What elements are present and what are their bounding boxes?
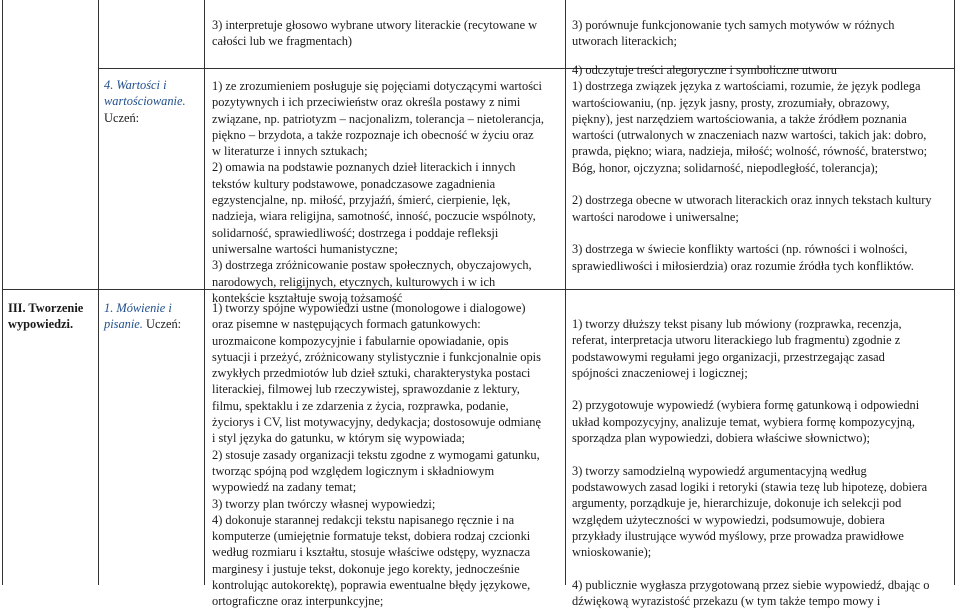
table-border-col1 [98, 0, 99, 585]
text-line: 2) stosuje zasady organizacji tekstu zgodne z wymogami gatunku, [212, 447, 540, 462]
text-line: według rozmiaru i kształtu, stosuje właściwe odstępy, wyznacza [212, 545, 531, 560]
text-line: i styl języka do gatunku, w którym się wypowiada; [212, 431, 465, 446]
text-line: życiorys i CV, list motywacyjny, dedykacja; dostosowuje odmianę [212, 415, 541, 430]
text-line [572, 176, 932, 192]
text-line: urozmaicone kompozycyjnie i fabularnie opowiadanie, opis [212, 333, 509, 348]
text-line: wartości (utrwalonych w znaczeniach nazw wartości, takich jak: dobro, [572, 128, 927, 143]
text-line: ortograficzne oraz interpunkcyjne; [212, 594, 384, 609]
section-heading: III. Tworzenie [8, 301, 84, 315]
text-line: przykłady ilustrujące wywód myślowy, prze prowadza prawidłowe [572, 528, 904, 543]
row3-col3-cell [212, 300, 541, 610]
row2-col2-cell [104, 77, 186, 126]
text-line: uniwersalne wartości humanistyczne; [212, 241, 398, 256]
text-line: 3) interpretuje głosowo wybrane utwory literackie (recytowane w [212, 18, 538, 32]
text-line: względem użyteczności w wypowiedzi, podsumowuje, dobiera [572, 512, 885, 527]
text-line: zwykłych przedmiotów lub dzieł sztuki, charakterystyka postaci [212, 366, 531, 381]
text-line: nadzieja, wiara religijna, samotność, inność, poczucie wspólnoty, [212, 209, 536, 224]
section-heading: wypowiedzi. [8, 317, 74, 332]
text-line: literackiej, filmowej lub rzeczywistej, sprawozdanie z lektury, [212, 382, 520, 397]
text-line: sporządza plan wypowiedzi, dobiera właściwe słownictwo); [572, 431, 870, 446]
text-line: kontrolując autokorektę), poprawia ewentualne błędy językowe, [212, 578, 531, 593]
table-border-right [954, 0, 955, 585]
text-line: podstawowymi regułami jego organizacji, przestrzegając zasad [572, 349, 885, 364]
text-line: piękno – brzydota, a także rozpoznaje ich obecność w życiu oraz [212, 127, 534, 142]
text-line: 3) tworzy samodzielną wypowiedź argumentacyjną według [572, 463, 867, 478]
text-line: pozytywnych i ich przeciwieństw oraz określa postawy z nimi [212, 95, 521, 110]
section-title: pisanie. [104, 317, 143, 332]
row1-col4-cell [572, 17, 894, 50]
text-line: wartościowaniu, (np. język jasny, prosty, zrozumiały, obrazowy, [572, 95, 890, 110]
text-line: prawda, piękno; wiara, nadzieja, miłość; wolność, równość, braterstwo; [572, 144, 928, 159]
section-suffix: Uczeń: [104, 110, 140, 125]
text-line: oraz pisemne w następujących formach gatunkowych: [212, 317, 481, 332]
text-line: marginesy i justuje tekst, dokonuje jego korekty, jednocześnie [212, 561, 520, 576]
section-title: 4. Wartości i [104, 78, 167, 92]
text-line: 3) dostrzega w świecie konflikty wartości (np. równości i wolności, [572, 242, 908, 257]
text-line: 1) tworzy spójne wypowiedzi ustne (monologowe i dialogowe) [212, 301, 526, 315]
table-border-col3 [565, 0, 566, 585]
row2-col4-cell [572, 62, 932, 274]
row1-col3-cell [212, 17, 537, 50]
text-line: solidarność, sprawiedliwość; dostrzega i poddaje refleksji [212, 225, 499, 240]
text-line: 1) tworzy dłuższy tekst pisany lub mówiony (rozprawka, recenzja, [572, 317, 902, 331]
text-line: sprawiedliwości i miłosierdzia) oraz rozumie źródła tych konfliktów. [572, 258, 914, 273]
text-line: spójności znaczeniowej i logicznej; [572, 365, 748, 380]
text-line: 1) dostrzega związek języka z wartościami, rozumie, że język podlega [572, 79, 921, 94]
row3-col1-cell [8, 300, 83, 333]
text-line: referat, interpretacja utworu literackiego lub fragmentu) zgodnie z [572, 333, 901, 348]
text-line: tekstów kultury podstawowe, ponadczasowe zagadnienia [212, 176, 496, 191]
text-line: związane, np. patriotyzm – nacjonalizm, tolerancja – nietolerancja, [212, 111, 544, 126]
text-line: utworach literackich; [572, 34, 677, 49]
text-line [572, 446, 929, 462]
text-line [572, 225, 932, 241]
text-line: filmu, spektaklu i ze zdarzenia z życia, rozprawka, podanie, [212, 398, 509, 413]
text-line: wypowiedź na zadany temat; [212, 480, 357, 495]
text-line: 4) odczytuje treści alegoryczne i symboliczne utworu [572, 63, 837, 77]
text-line: Bóg, honor, ojczyzna; solidarność, niepodległość, tolerancja); [572, 160, 879, 175]
text-line: całości lub we fragmentach) [212, 34, 353, 49]
text-line: wnioskowanie); [572, 545, 652, 560]
section-title: wartościowanie. [104, 94, 186, 109]
text-line: sytuacji i przeżyć, zróżnicowany stylistycznie i funkcjonalnie opis [212, 349, 541, 364]
text-line: dźwiękową wyrazistość przekazu (w tym także tempo mowy i [572, 594, 881, 609]
text-line: kontekście kształtuje swoją tożsamość [212, 290, 403, 305]
text-line: 2) omawia na podstawie poznanych dzieł literackich i innych [212, 160, 516, 175]
text-line: narodowych, religijnych, etycznych, kulturowych i w ich [212, 274, 496, 289]
text-line: 4) dokonuje starannej redakcji tekstu napisanego ręcznie i na [212, 512, 515, 527]
text-line [572, 560, 929, 576]
text-line: 1) ze zrozumieniem posługuje się pojęciami dotyczącymi wartości [212, 79, 542, 93]
text-line: argumenty, porządkuje je, hierarchizuje, dokonuje ich selekcji pod [572, 496, 902, 511]
text-line: 2) dostrzega obecne w utworach literackich oraz innych tekstach kultury [572, 193, 932, 208]
text-line: podstawowych zasad logiki i retoryki (stawia tezę lub hipotezę, dobiera [572, 479, 928, 494]
table-border-left [2, 0, 3, 585]
section-title: 1. Mówienie i [104, 301, 172, 315]
text-line: 3) tworzy plan twórczy własnej wypowiedzi; [212, 496, 436, 511]
text-line: egzystencjalne, np. miłość, przyjaźń, śmierć, cierpienie, lęk, [212, 193, 511, 208]
text-line: tworząc spójną pod względem logicznym i składniowym [212, 463, 495, 478]
row3-col4-cell [572, 316, 929, 609]
row2-col3-cell [212, 78, 544, 306]
section-suffix: Uczeń: [146, 317, 182, 332]
text-line: piękny), jest narzędziem wartościowania, a także źródłem poznania [572, 111, 907, 126]
text-line: 3) porównuje funkcjonowanie tych samych motywów w różnych [572, 18, 895, 32]
text-line: w literaturze i innych sztukach; [212, 144, 368, 159]
text-line: 3) dostrzega zróżnicowanie postaw społecznych, obyczajowych, [212, 258, 532, 273]
text-line: 4) publicznie wygłasza przygotowaną przez siebie wypowiedź, dbając o [572, 577, 930, 592]
text-line: komputerze (umiejętnie formatuje tekst, dobiera rodzaj czcionki [212, 529, 531, 544]
text-line: wartości narodowe i uniwersalne; [572, 209, 739, 224]
text-line [572, 381, 929, 397]
text-line: układ kompozycyjny, analizuje temat, wybiera formę kompozycyjną, [572, 414, 915, 429]
text-line: 2) przygotowuje wypowiedź (wybiera formę gatunkową i odpowiedni [572, 398, 920, 413]
row3-col2-cell [104, 300, 181, 333]
table-border-col2 [204, 0, 205, 585]
